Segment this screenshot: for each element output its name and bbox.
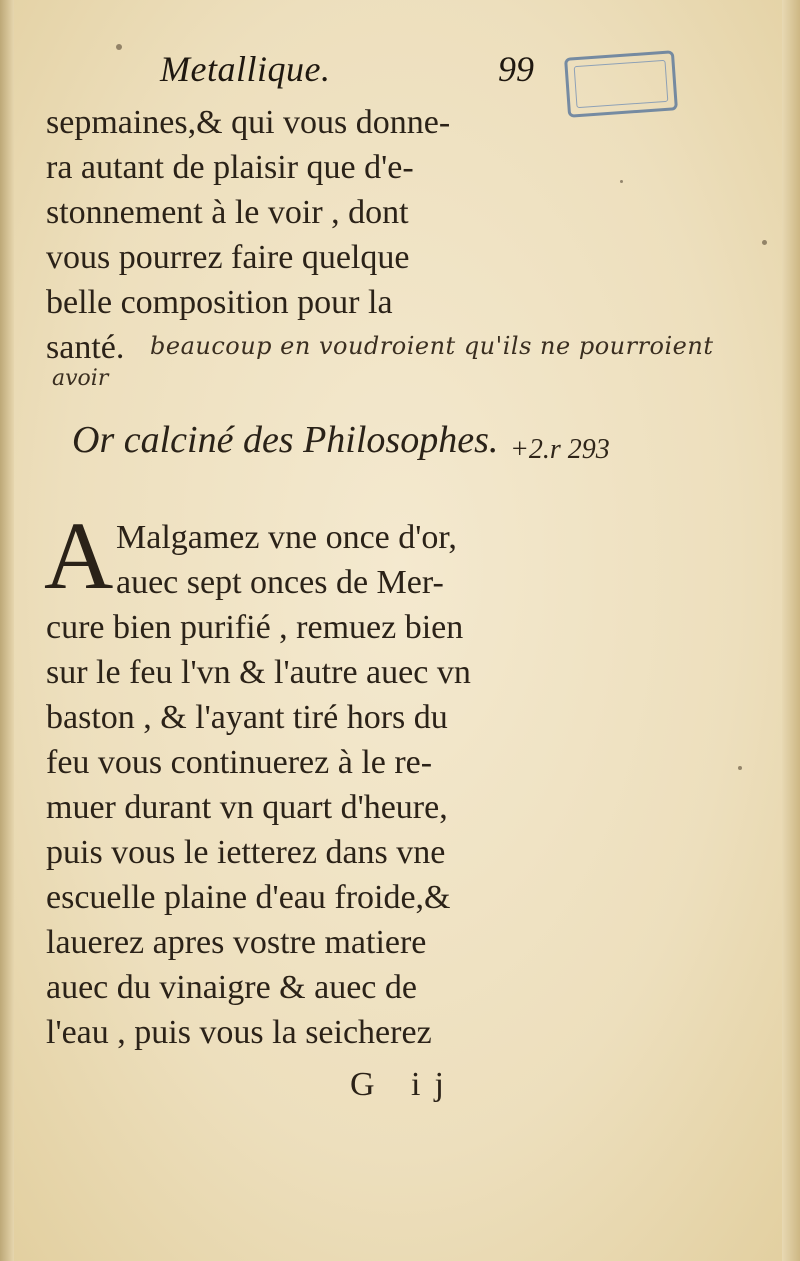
handwritten-note-line-2: avoir: [52, 366, 109, 391]
ink-speck: [620, 180, 623, 183]
recipe-line: Malgamez vne once d'or,: [116, 519, 457, 556]
recipe-line: l'eau , puis vous la seicherez: [46, 1014, 432, 1051]
body-line: stonnement à le voir , dont: [46, 194, 409, 231]
recipe-line: lauerez apres vostre matiere: [46, 924, 427, 961]
drop-cap: A: [44, 502, 114, 609]
page-number: 99: [498, 49, 534, 89]
recipe-line: escuelle plaine d'eau froide,&: [46, 879, 451, 916]
recipe-title: Or calciné des Philosophes.: [72, 419, 499, 461]
body-line: vous pourrez faire quelque: [46, 239, 410, 276]
recipe-line: auec du vinaigre & auec de: [46, 969, 417, 1006]
recipe-line: auec sept onces de Mer-: [116, 564, 444, 601]
ink-speck: [762, 240, 767, 245]
running-head: Metallique.: [160, 49, 331, 89]
body-line: ra autant de plaisir que d'e-: [46, 149, 414, 186]
recipe-line: muer durant vn quart d'heure,: [46, 789, 448, 826]
recipe-line: puis vous le ietterez dans vne: [46, 834, 446, 871]
recipe-line: cure bien purifié , remuez bien: [46, 609, 464, 646]
body-text: [46, 100, 566, 370]
page-gutter: [0, 0, 14, 1261]
recipe-text: [46, 515, 566, 1055]
body-line: santé.: [46, 329, 125, 366]
handwritten-reference: +2.r 293: [510, 434, 610, 465]
body-line: belle composition pour la: [46, 284, 393, 321]
recipe-line: sur le feu l'vn & l'autre auec vn: [46, 654, 471, 691]
ink-speck: [116, 44, 122, 50]
signature-mark: G ij: [350, 1066, 458, 1103]
ink-speck: [738, 766, 742, 770]
recipe-line: baston , & l'ayant tiré hors du: [46, 699, 448, 736]
handwritten-note-line-1: beaucoup en voudroient qu'ils ne pourroient: [150, 332, 714, 360]
body-line: sepmaines,& qui vous donne-: [46, 104, 451, 141]
library-stamp: [564, 50, 678, 118]
recipe-line: feu vous continuerez à le re-: [46, 744, 433, 781]
page-edge: [782, 0, 800, 1261]
